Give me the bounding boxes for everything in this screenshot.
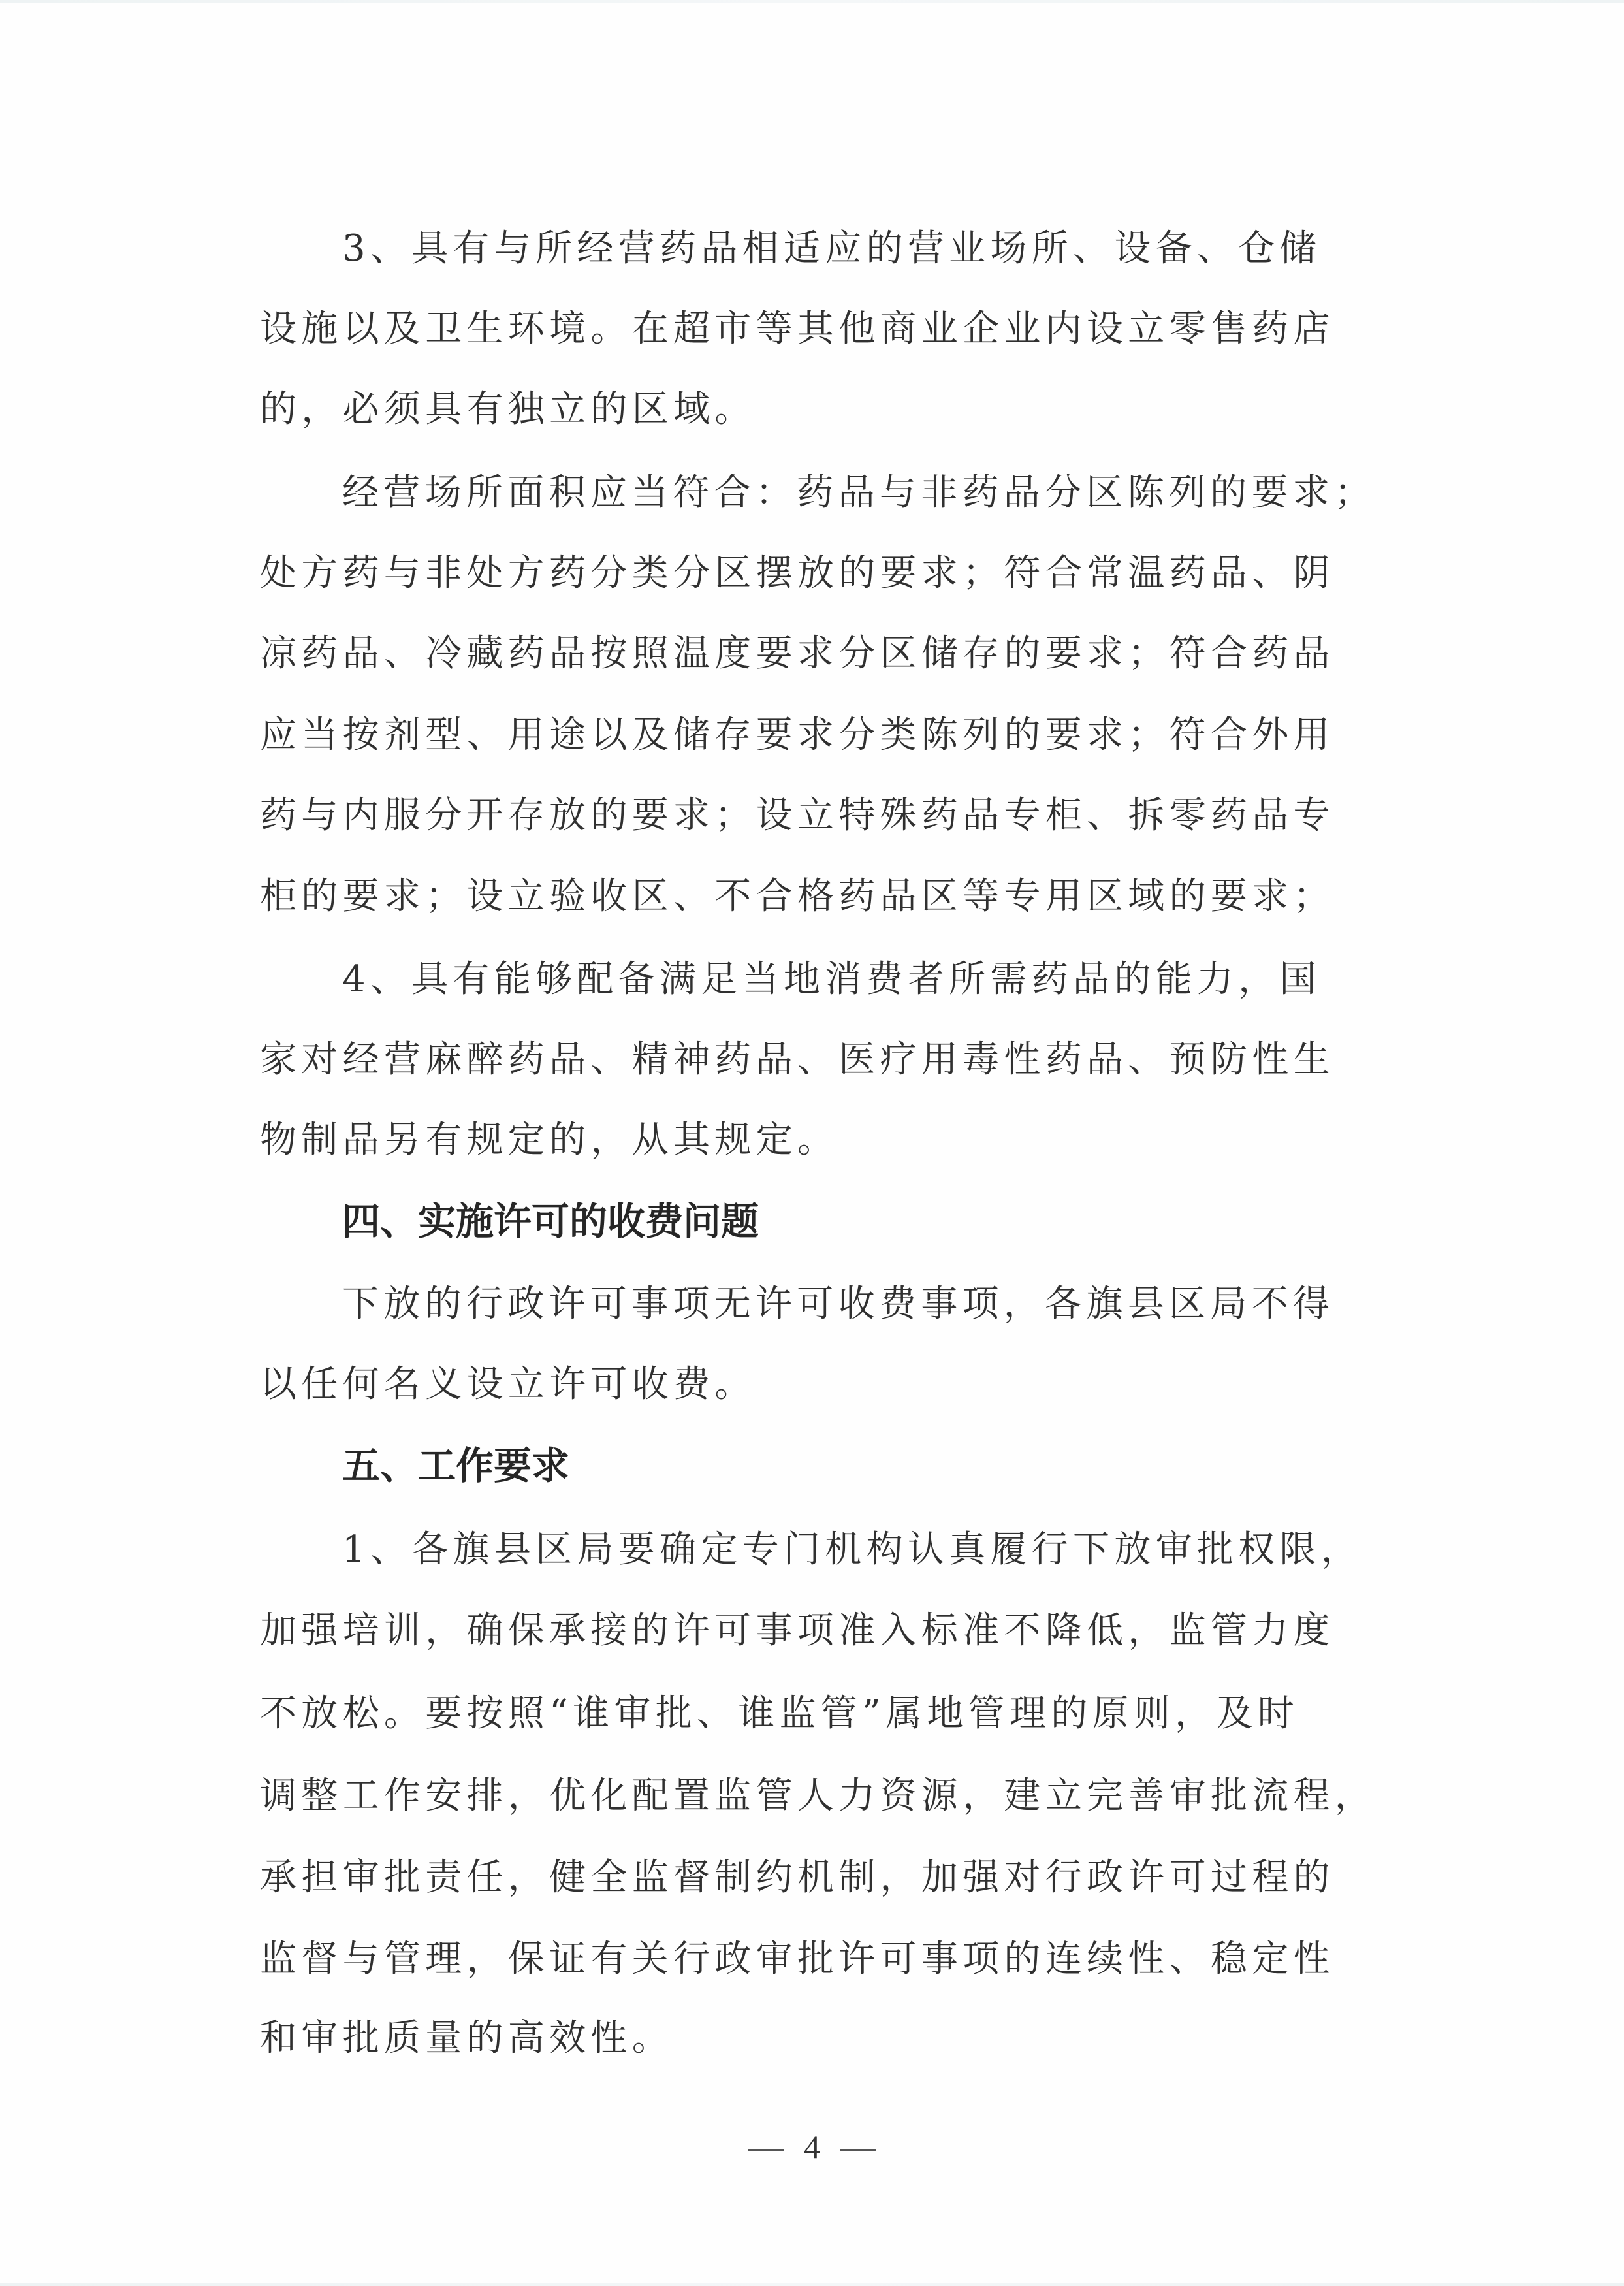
paragraph-4-line-2: 家对经营麻醉药品、精神药品、医疗用毒性药品、预防性生 <box>260 1038 1335 1081</box>
paragraph-3-line-3: 的，必须具有独立的区域。 <box>260 388 756 430</box>
scan-edge-bottom <box>0 2283 1624 2286</box>
scan-edge-top <box>0 0 1624 3</box>
area-requirements-line-2: 处方药与非处方药分类分区摆放的要求；符合常温药品、阴 <box>260 552 1335 594</box>
dash-left <box>748 2149 784 2151</box>
work-requirement-1-line-4: 调整工作安排，优化配置监管人力资源，建立完善审批流程， <box>260 1775 1377 1817</box>
page-number-footer <box>0 2128 1624 2166</box>
section-heading-fees: 四、实施许可的收费问题 <box>342 1199 759 1244</box>
area-requirements-line-5: 药与内服分开存放的要求；设立特殊药品专柜、拆零药品专 <box>260 794 1335 837</box>
paragraph-4-line-1: 4、具有能够配备满足当地消费者所需药品的能力，国 <box>342 958 1321 1001</box>
area-requirements-line-4: 应当按剂型、用途以及储存要求分类陈列的要求；符合外用 <box>260 714 1335 756</box>
fees-paragraph-line-2: 以任何名义设立许可收费。 <box>260 1363 756 1406</box>
work-requirement-1-line-2: 加强培训，确保承接的许可事项准入标准不降低，监管力度 <box>260 1609 1335 1652</box>
work-requirement-1-line-5: 承担审批责任，健全监督制约机制，加强对行政许可过程的 <box>260 1856 1335 1899</box>
paragraph-3-line-2: 设施以及卫生环境。在超市等其他商业企业内设立零售药店 <box>260 308 1335 350</box>
work-requirement-1-line-6: 监督与管理，保证有关行政审批许可事项的连续性、稳定性 <box>260 1938 1335 1980</box>
area-requirements-line-1: 经营场所面积应当符合：药品与非药品分区陈列的要求； <box>342 472 1376 514</box>
dash-right <box>840 2149 876 2151</box>
fees-paragraph-line-1: 下放的行政许可事项无许可收费事项，各旗县区局不得 <box>342 1283 1335 1325</box>
area-requirements-line-6: 柜的要求；设立验收区、不合格药品区等专用区域的要求； <box>260 875 1335 918</box>
paragraph-4-line-3: 物制品另有规定的，从其规定。 <box>260 1119 839 1161</box>
page-number: 4 <box>804 2129 820 2165</box>
area-requirements-line-3: 凉药品、冷藏药品按照温度要求分区储存的要求；符合药品 <box>260 632 1335 675</box>
section-heading-work-requirements: 五、工作要求 <box>342 1443 570 1488</box>
paragraph-3-line-1: 3、具有与所经营药品相适应的营业场所、设备、仓储 <box>342 227 1321 270</box>
work-requirement-1-line-3: 不放松。要按照“谁审批、谁监管”属地管理的原则，及时 <box>260 1692 1299 1735</box>
work-requirement-1-line-7: 和审批质量的高效性。 <box>260 2017 673 2059</box>
work-requirement-1-line-1: 1、各旗县区局要确定专门机构认真履行下放审批权限， <box>342 1528 1363 1571</box>
